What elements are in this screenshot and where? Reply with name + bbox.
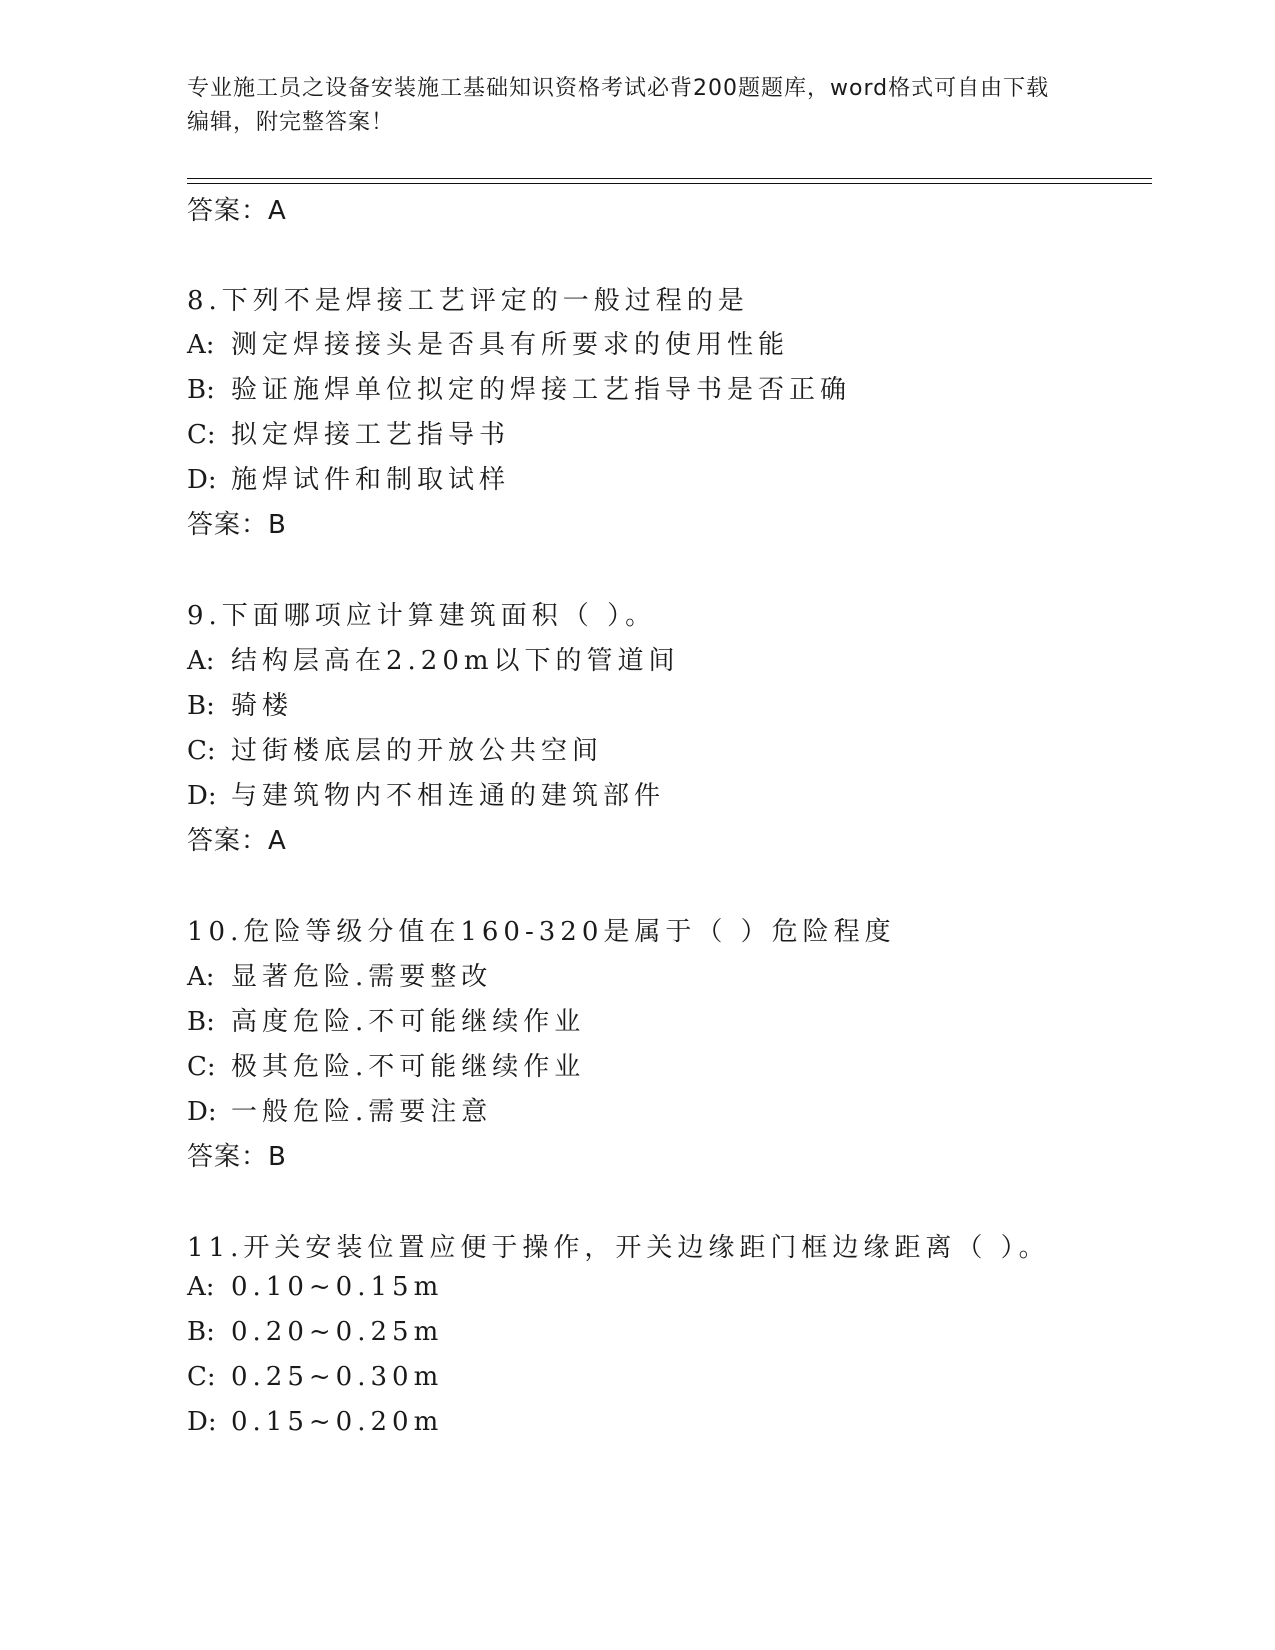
question-11-option-d (187, 1407, 443, 1437)
option-text: 0.15~0.20m (231, 1407, 444, 1437)
option-letter: B: (187, 1007, 215, 1037)
option-letter: C: (187, 1362, 216, 1392)
option-letter: A: (187, 646, 215, 676)
question-10-stem: 10.危险等级分值在160-320是属于（ ）危险程度 (187, 917, 896, 947)
question-8-option-a (187, 324, 789, 361)
option-text: 过街楼底层的开放公共空间 (231, 736, 604, 766)
option-letter: C: (187, 1052, 216, 1082)
question-8-option-c (187, 414, 510, 451)
question-11-option-b (187, 1317, 443, 1347)
option-letter: A: (187, 1272, 215, 1302)
question-9-answer: 答案：A (187, 826, 287, 856)
question-8-option-b (187, 369, 851, 406)
option-letter: B: (187, 691, 215, 721)
option-letter: D: (187, 781, 217, 811)
question-11-stem: 11.开关安装位置应便于操作，开关边缘距门框边缘距离（ ）。 (187, 1233, 1050, 1263)
question-9-option-a (187, 640, 680, 677)
question-9-option-b (187, 685, 293, 722)
question-9-option-d (187, 775, 665, 812)
question-8-answer: 答案：B (187, 510, 287, 540)
question-10-option-c (187, 1046, 585, 1083)
option-text: 0.25~0.30m (231, 1362, 444, 1392)
question-9-option-c (187, 730, 603, 767)
option-text: 拟定焊接工艺指导书 (231, 420, 511, 450)
question-8-option-d (187, 459, 510, 496)
option-letter: D: (187, 465, 217, 495)
option-letter: A: (187, 962, 215, 992)
question-11-option-c (187, 1362, 443, 1392)
question-8-stem: 8.下列不是焊接工艺评定的一般过程的是 (187, 286, 749, 316)
option-text: 一般危险.需要注意 (231, 1097, 493, 1127)
document-header: 专业施工员之设备安装施工基础知识资格考试必背200题题库，word格式可自由下载编辑，附完整答案！ (187, 76, 1050, 135)
option-text: 极其危险.不可能继续作业 (231, 1052, 586, 1082)
option-text: 0.10~0.15m (231, 1272, 444, 1302)
answer-line: 答案：A (187, 196, 287, 226)
option-text: 施焊试件和制取试样 (231, 465, 511, 495)
option-letter: D: (187, 1407, 217, 1437)
question-11-option-a (187, 1272, 443, 1302)
question-10-option-a (187, 956, 492, 993)
option-letter: D: (187, 1097, 217, 1127)
option-text: 结构层高在2.20m以下的管道间 (231, 646, 680, 676)
question-10-option-b (187, 1001, 585, 1038)
option-text: 验证施焊单位拟定的焊接工艺指导书是否正确 (231, 375, 852, 405)
option-text: 0.20~0.25m (231, 1317, 444, 1347)
header-rule-bottom (187, 183, 1152, 184)
option-text: 显著危险.需要整改 (231, 962, 493, 992)
option-letter: C: (187, 736, 216, 766)
option-letter: A: (187, 330, 215, 360)
question-10-option-d (187, 1091, 492, 1128)
option-text: 测定焊接接头是否具有所要求的使用性能 (231, 330, 790, 360)
option-text: 与建筑物内不相连通的建筑部件 (231, 781, 666, 811)
option-text: 骑楼 (231, 691, 294, 721)
option-letter: C: (187, 420, 216, 450)
question-9-stem: 9.下面哪项应计算建筑面积（ ）。 (187, 601, 657, 631)
option-text: 高度危险.不可能继续作业 (231, 1007, 586, 1037)
header-rule-top (187, 178, 1152, 179)
option-letter: B: (187, 375, 215, 405)
option-letter: B: (187, 1317, 215, 1347)
question-10-answer: 答案：B (187, 1142, 287, 1172)
